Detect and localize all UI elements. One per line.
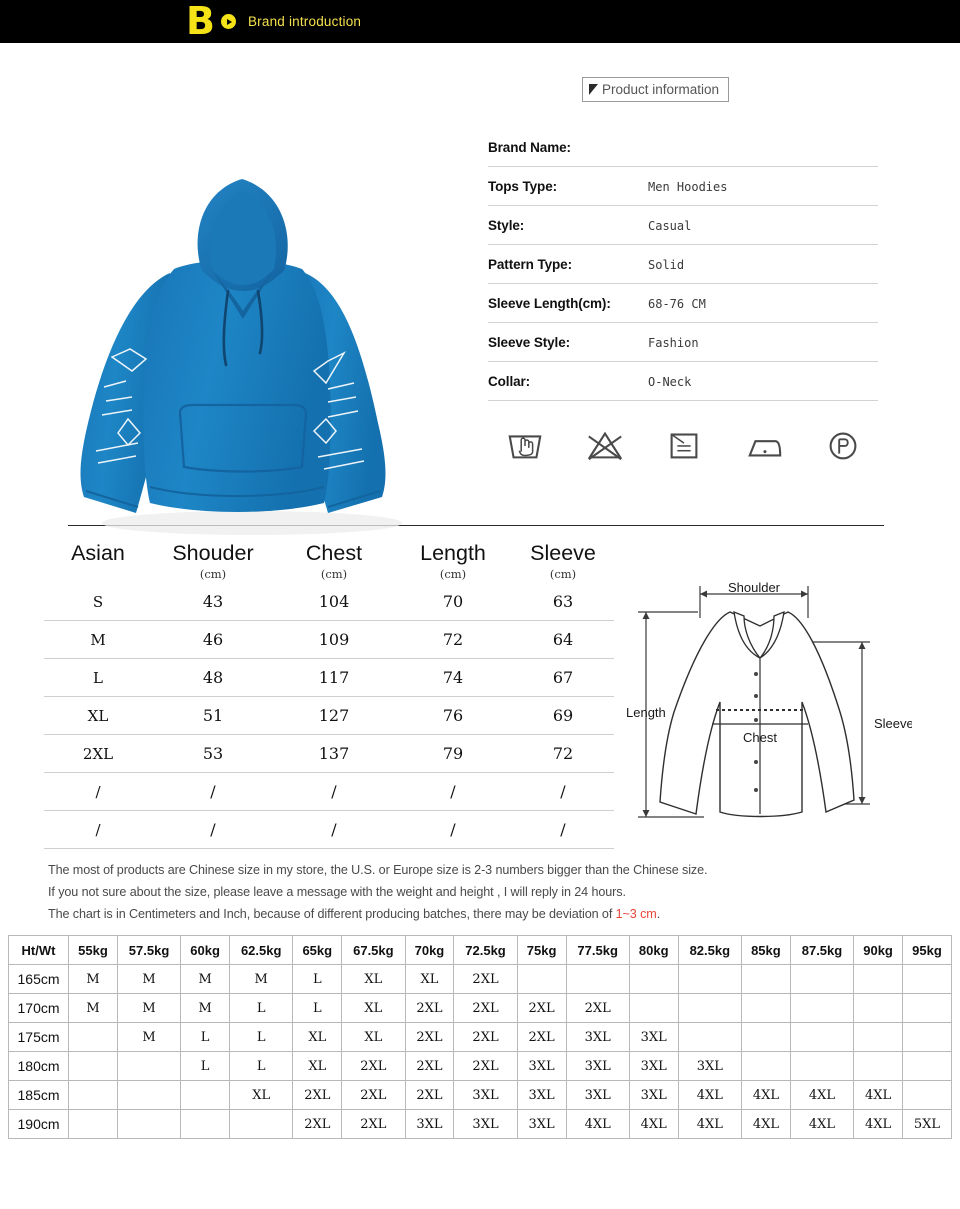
matrix-size-cell [181, 1081, 230, 1110]
matrix-weight-header: 70kg [405, 936, 454, 965]
size-chest: 127 [274, 697, 394, 735]
size-chest: 137 [274, 735, 394, 773]
brand-logo: B [186, 0, 214, 43]
matrix-size-cell [902, 1052, 951, 1081]
matrix-size-cell: 3XL [517, 1081, 566, 1110]
size-unit-sleeve: (cm) [549, 567, 577, 581]
size-label: M [44, 621, 152, 659]
matrix-size-cell [790, 994, 853, 1023]
table-row [44, 659, 614, 697]
matrix-size-cell [902, 1023, 951, 1052]
size-chest: / [274, 773, 394, 811]
matrix-size-cell [790, 1023, 853, 1052]
matrix-size-cell: L [293, 965, 342, 994]
care-instruction-icons [488, 425, 878, 465]
size-label: XL [44, 697, 152, 735]
matrix-size-cell: L [293, 994, 342, 1023]
size-unit-chest: (cm) [320, 567, 348, 581]
blue-hoodie-illustration [62, 161, 422, 541]
size-sleeve: 64 [512, 621, 614, 659]
matrix-size-cell: XL [342, 994, 405, 1023]
matrix-size-cell [741, 1023, 790, 1052]
matrix-size-cell: 3XL [517, 1052, 566, 1081]
matrix-size-cell [790, 1052, 853, 1081]
matrix-size-cell [902, 1081, 951, 1110]
play-circle-icon [221, 14, 236, 29]
matrix-size-cell [902, 965, 951, 994]
spec-value [648, 128, 878, 167]
matrix-size-cell: 3XL [629, 1023, 678, 1052]
matrix-corner-label: Ht/Wt [9, 936, 69, 965]
product-information-label: Product information [602, 82, 720, 97]
matrix-size-cell: XL [293, 1023, 342, 1052]
table-row [9, 1110, 952, 1139]
matrix-size-cell [741, 965, 790, 994]
matrix-size-cell: M [117, 965, 180, 994]
size-label: S [44, 583, 152, 621]
matrix-size-cell: M [181, 965, 230, 994]
matrix-size-cell: 4XL [854, 1081, 903, 1110]
matrix-size-cell: 3XL [678, 1052, 741, 1081]
matrix-size-cell: 3XL [566, 1023, 629, 1052]
matrix-size-cell: 4XL [566, 1110, 629, 1139]
table-row [44, 735, 614, 773]
matrix-size-cell: L [181, 1023, 230, 1052]
matrix-size-cell: M [69, 994, 118, 1023]
matrix-size-cell [69, 1081, 118, 1110]
table-row [9, 1081, 952, 1110]
table-row [9, 1052, 952, 1081]
matrix-size-cell: 3XL [405, 1110, 454, 1139]
size-col-header-chest: Chest [305, 541, 363, 565]
matrix-size-cell: 2XL [517, 994, 566, 1023]
size-length: 70 [394, 583, 512, 621]
dry-clean-p-icon [820, 425, 866, 465]
table-row [9, 1023, 952, 1052]
matrix-size-cell: 2XL [342, 1110, 405, 1139]
matrix-size-cell: 2XL [517, 1023, 566, 1052]
matrix-size-cell: XL [230, 1081, 293, 1110]
spec-key: Style: [488, 218, 525, 233]
matrix-size-cell: 2XL [454, 1052, 517, 1081]
size-sleeve: 63 [512, 583, 614, 621]
matrix-body [9, 965, 952, 1139]
spec-key: Pattern Type: [488, 257, 572, 272]
matrix-size-cell: 2XL [454, 965, 517, 994]
matrix-size-cell: 4XL [678, 1110, 741, 1139]
product-information-badge [582, 77, 729, 102]
matrix-size-cell [517, 965, 566, 994]
matrix-weight-header: 85kg [741, 936, 790, 965]
matrix-size-cell [230, 1110, 293, 1139]
table-row [44, 583, 614, 621]
matrix-size-cell [678, 965, 741, 994]
size-chest: / [274, 811, 394, 849]
height-weight-matrix-section [0, 925, 960, 1139]
size-chest: 104 [274, 583, 394, 621]
matrix-weight-header: 72.5kg [454, 936, 517, 965]
matrix-size-cell [117, 1052, 180, 1081]
note-line-2: If you not sure about the size, please leave a message with the weight and height , I will reply in 24 hours. [48, 885, 626, 899]
matrix-size-cell: L [181, 1052, 230, 1081]
size-label: 2XL [44, 735, 152, 773]
matrix-size-cell [678, 994, 741, 1023]
size-unit-asian [44, 566, 152, 583]
table-row [44, 621, 614, 659]
diagram-label-length: Length [626, 705, 666, 720]
size-col-header-length: Length [420, 541, 486, 565]
matrix-size-cell: L [230, 1052, 293, 1081]
size-shoulder: / [152, 811, 274, 849]
size-length: / [394, 773, 512, 811]
size-sleeve: / [512, 773, 614, 811]
size-unit-length: (cm) [439, 567, 467, 581]
matrix-size-cell: XL [342, 965, 405, 994]
matrix-size-cell [629, 965, 678, 994]
size-length: 72 [394, 621, 512, 659]
do-not-bleach-icon [582, 425, 628, 465]
matrix-size-cell: 3XL [629, 1081, 678, 1110]
size-chart-section [0, 526, 960, 849]
size-shoulder: 43 [152, 583, 274, 621]
matrix-weight-header: 75kg [517, 936, 566, 965]
matrix-weight-header: 90kg [854, 936, 903, 965]
matrix-size-cell [854, 965, 903, 994]
size-length: 79 [394, 735, 512, 773]
matrix-height-label: 170cm [9, 994, 69, 1023]
matrix-size-cell [117, 1081, 180, 1110]
table-row [9, 965, 952, 994]
matrix-size-cell: 4XL [790, 1081, 853, 1110]
matrix-size-cell [117, 1110, 180, 1139]
matrix-size-cell: XL [405, 965, 454, 994]
brand-header-bar [0, 0, 960, 43]
iron-low-heat-icon [741, 425, 787, 465]
table-row [9, 994, 952, 1023]
size-sleeve: 69 [512, 697, 614, 735]
matrix-size-cell: 2XL [405, 1052, 454, 1081]
flag-marker-icon [589, 84, 598, 95]
note-line-3-suffix: . [656, 907, 661, 921]
diagram-label-chest: Chest [743, 730, 777, 745]
note-line-3-prefix: The chart is in Centimeters and Inch, because of different producing batches, there may be deviation of [48, 907, 616, 921]
height-weight-matrix [8, 935, 952, 1139]
matrix-size-cell: 3XL [454, 1110, 517, 1139]
matrix-size-cell: 2XL [405, 1023, 454, 1052]
matrix-size-cell [181, 1110, 230, 1139]
matrix-size-cell: 2XL [405, 1081, 454, 1110]
spec-row [488, 245, 878, 284]
matrix-weight-header: 60kg [181, 936, 230, 965]
matrix-size-cell: M [117, 994, 180, 1023]
size-table-unit-row [44, 566, 614, 583]
matrix-height-label: 180cm [9, 1052, 69, 1081]
matrix-size-cell [854, 994, 903, 1023]
matrix-size-cell [854, 1052, 903, 1081]
matrix-size-cell [629, 994, 678, 1023]
matrix-size-cell: 3XL [629, 1052, 678, 1081]
matrix-size-cell: M [117, 1023, 180, 1052]
spec-key: Sleeve Length(cm): [488, 296, 611, 311]
size-shoulder: 48 [152, 659, 274, 697]
matrix-size-cell: 5XL [902, 1110, 951, 1139]
size-length: 76 [394, 697, 512, 735]
size-col-header-shoulder: Shouder [172, 541, 254, 565]
matrix-size-cell: XL [293, 1052, 342, 1081]
product-info-panel [480, 43, 960, 513]
product-spec-table [488, 128, 878, 401]
matrix-size-cell: 3XL [517, 1110, 566, 1139]
size-chest: 109 [274, 621, 394, 659]
spec-key: Tops Type: [488, 179, 557, 194]
size-shoulder: 46 [152, 621, 274, 659]
matrix-height-label: 175cm [9, 1023, 69, 1052]
size-table-header-row [44, 540, 614, 566]
matrix-size-cell [790, 965, 853, 994]
spec-row [488, 323, 878, 362]
spec-value: Fashion [648, 335, 699, 350]
spec-value: Casual [648, 218, 692, 233]
matrix-size-cell: L [230, 994, 293, 1023]
matrix-size-cell: 4XL [854, 1110, 903, 1139]
spec-row [488, 167, 878, 206]
asian-size-table [44, 540, 614, 849]
matrix-size-cell [741, 1052, 790, 1081]
matrix-size-cell: 4XL [678, 1081, 741, 1110]
matrix-weight-header: 77.5kg [566, 936, 629, 965]
size-label: / [44, 811, 152, 849]
spec-row [488, 206, 878, 245]
matrix-weight-header: 95kg [902, 936, 951, 965]
matrix-size-cell [741, 994, 790, 1023]
matrix-header-row [9, 936, 952, 965]
matrix-size-cell: 4XL [629, 1110, 678, 1139]
matrix-size-cell: 3XL [566, 1081, 629, 1110]
matrix-size-cell: 4XL [741, 1081, 790, 1110]
spec-key: Sleeve Style: [488, 335, 571, 350]
note-line-3 [48, 903, 960, 925]
garment-measurement-diagram [612, 562, 912, 832]
matrix-weight-header: 57.5kg [117, 936, 180, 965]
matrix-weight-header: 62.5kg [230, 936, 293, 965]
spec-value: Solid [648, 257, 685, 272]
spec-row [488, 362, 878, 401]
size-col-header-sleeve: Sleeve [530, 541, 596, 565]
matrix-size-cell: 2XL [566, 994, 629, 1023]
matrix-size-cell: L [230, 1023, 293, 1052]
matrix-size-cell: 2XL [293, 1081, 342, 1110]
deviation-highlight: 1~3 cm [615, 907, 657, 921]
spec-key: Collar: [488, 374, 531, 389]
matrix-height-label: 165cm [9, 965, 69, 994]
spec-row [488, 128, 878, 167]
matrix-size-cell [566, 965, 629, 994]
diagram-label-shoulder: Shoulder [727, 580, 781, 595]
matrix-size-cell: 3XL [566, 1052, 629, 1081]
matrix-size-cell [69, 1110, 118, 1139]
size-sleeve: / [512, 811, 614, 849]
matrix-weight-header: 65kg [293, 936, 342, 965]
matrix-weight-header: 67.5kg [342, 936, 405, 965]
table-row [44, 773, 614, 811]
matrix-size-cell: M [69, 965, 118, 994]
matrix-size-cell [69, 1052, 118, 1081]
spec-key: Brand Name: [488, 140, 571, 155]
drip-dry-icon [661, 425, 707, 465]
sizing-notes [0, 849, 960, 925]
matrix-size-cell: XL [342, 1023, 405, 1052]
matrix-size-cell: 3XL [454, 1081, 517, 1110]
diagram-label-sleeve: Sleeve [874, 716, 912, 731]
size-unit-shoulder: (cm) [199, 567, 227, 581]
matrix-size-cell [902, 994, 951, 1023]
size-sleeve: 67 [512, 659, 614, 697]
matrix-weight-header: 87.5kg [790, 936, 853, 965]
matrix-size-cell: 2XL [342, 1052, 405, 1081]
matrix-size-cell [69, 1023, 118, 1052]
note-line-1: The most of products are Chinese size in my store, the U.S. or Europe size is 2-3 numbers bigger than the Chinese size. [48, 863, 708, 877]
spec-value: Men Hoodies [648, 179, 728, 194]
matrix-size-cell: 2XL [454, 1023, 517, 1052]
size-col-header-asian: Asian [71, 541, 125, 565]
matrix-size-cell: 2XL [454, 994, 517, 1023]
size-sleeve: 72 [512, 735, 614, 773]
matrix-size-cell: 2XL [293, 1110, 342, 1139]
matrix-size-cell: M [181, 994, 230, 1023]
size-label: / [44, 773, 152, 811]
size-length: 74 [394, 659, 512, 697]
spec-value: 68-76 CM [648, 296, 706, 311]
matrix-weight-header: 55kg [69, 936, 118, 965]
product-photo [0, 43, 480, 513]
size-shoulder: 51 [152, 697, 274, 735]
matrix-size-cell: 2XL [405, 994, 454, 1023]
spec-value: O-Neck [648, 374, 692, 389]
brand-header-title: Brand introduction [247, 14, 362, 29]
matrix-size-cell: 4XL [790, 1110, 853, 1139]
product-overview-section [0, 43, 960, 513]
matrix-size-cell: M [230, 965, 293, 994]
matrix-size-cell [854, 1023, 903, 1052]
matrix-height-label: 190cm [9, 1110, 69, 1139]
matrix-height-label: 185cm [9, 1081, 69, 1110]
table-row [44, 697, 614, 735]
hand-wash-icon [502, 425, 548, 465]
size-label: L [44, 659, 152, 697]
size-shoulder: / [152, 773, 274, 811]
size-shoulder: 53 [152, 735, 274, 773]
matrix-size-cell: 4XL [741, 1110, 790, 1139]
size-length: / [394, 811, 512, 849]
table-row [44, 811, 614, 849]
matrix-weight-header: 82.5kg [678, 936, 741, 965]
size-chest: 117 [274, 659, 394, 697]
matrix-size-cell [678, 1023, 741, 1052]
spec-row [488, 284, 878, 323]
matrix-weight-header: 80kg [629, 936, 678, 965]
matrix-size-cell: 2XL [342, 1081, 405, 1110]
